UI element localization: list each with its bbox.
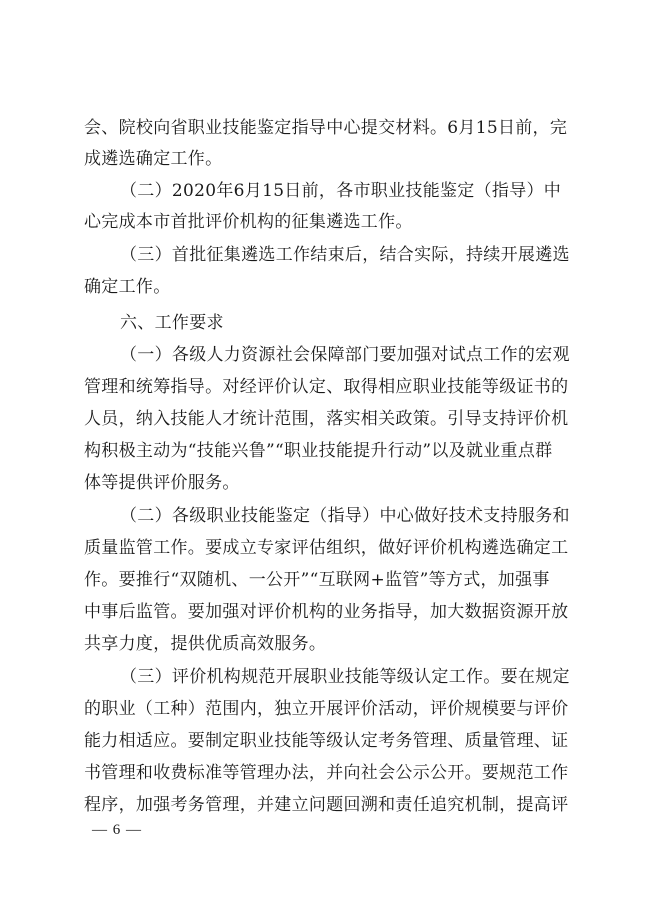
text-line: 人员，纳入技能人才统计范围，落实相关政策。引导支持评价机	[84, 409, 569, 429]
text-line: （二）各级职业技能鉴定（指导）中心做好技术支持服务和	[120, 506, 570, 526]
text-line: （一）各级人力资源社会保障部门要加强对试点工作的宏观	[120, 345, 570, 365]
text-line: 质量监管工作。要成立专家评估组织，做好评价机构遴选确定工	[84, 538, 569, 558]
text-line: 共享力度，提供优质高效服务。	[84, 634, 327, 654]
text-line: （二）2020年6月15日前，各市职业技能鉴定（指导）中	[120, 181, 562, 201]
text-line: 心完成本市首批评价机构的征集遴选工作。	[84, 212, 413, 232]
text-line: 构积极主动为“技能兴鲁”“职业技能提升行动”以及就业重点群	[84, 441, 553, 461]
text-line: 能力相适应。要制定职业技能等级认定考务管理、质量管理、证	[84, 731, 569, 751]
text-line: 中事后监管。要加强对评价机构的业务指导，加大数据资源开放	[84, 602, 569, 622]
text-line: （三）首批征集遴选工作结束后，结合实际，持续开展遴选	[120, 245, 570, 265]
text-line: 作。要推行“双随机、一公开”“互联网+监管”等方式，加强事	[84, 570, 550, 590]
text-line: 程序，加强考务管理，并建立问题回溯和责任追究机制，提高评	[84, 795, 569, 815]
text-line: （三）评价机构规范开展职业技能等级认定工作。要在规定	[120, 667, 570, 687]
text-line: 确定工作。	[84, 277, 171, 297]
text-line: 书管理和收费标准等管理办法，并向社会公示公开。要规范工作	[84, 763, 569, 783]
text-line: 的职业（工种）范围内，独立开展评价活动，评价规模要与评价	[84, 699, 569, 719]
section-heading: 六、工作要求	[120, 313, 224, 333]
text-line: 会、院校向省职业技能鉴定指导中心提交材料。6月15日前，完	[84, 118, 568, 138]
page-number: — 6 —	[92, 822, 142, 838]
text-line: 成遴选确定工作。	[84, 149, 223, 169]
text-line: 管理和统筹指导。对经评价认定、取得相应职业技能等级证书的	[84, 377, 569, 397]
text-line: 体等提供评价服务。	[84, 473, 240, 493]
